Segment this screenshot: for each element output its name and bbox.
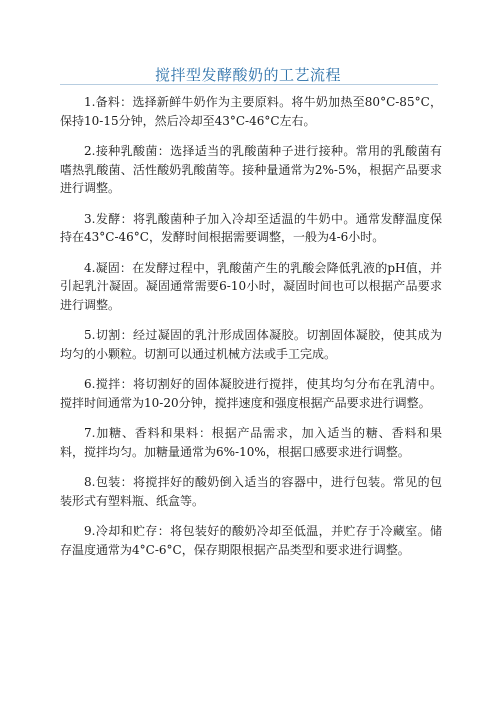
title-underline bbox=[60, 84, 438, 85]
paragraph-step-1: 1.备料：选择新鲜牛奶作为主要原料。将牛奶加热至80°C-85°C，保持10-15分钟，然后冷却至43°C-46°C左右。 bbox=[60, 95, 442, 128]
paragraph-step-7: 7.加糖、香料和果料：根据产品需求，加入适当的糖、香料和果料，搅拌均匀。加糖量通常为6%-10%，根据口感要求进行调整。 bbox=[60, 426, 442, 459]
paragraph-step-3: 3.发酵：将乳酸菌种子加入冷却至适温的牛奶中。通常发酵温度保持在43°C-46°C，发酵时间根据需要调整，一般为4-6小时。 bbox=[60, 211, 442, 244]
paragraph-step-4: 4.凝固：在发酵过程中，乳酸菌产生的乳酸会降低乳液的pH值，并引起乳汁凝固。凝固通常需要6-10小时，凝固时间也可以根据产品要求进行调整。 bbox=[60, 260, 442, 312]
paragraph-step-5: 5.切割：经过凝固的乳汁形成固体凝胶。切割固体凝胶，使其成为均匀的小颗粒。切割可以通过机械方法或手工完成。 bbox=[60, 328, 442, 361]
document-body bbox=[60, 93, 442, 571]
paragraph-step-8: 8.包装：将搅拌好的酸奶倒入适当的容器中，进行包装。常见的包装形式有塑料瓶、纸盒等。 bbox=[60, 475, 442, 508]
paragraph-step-6: 6.搅拌：将切割好的固体凝胶进行搅拌，使其均匀分布在乳清中。搅拌时间通常为10-20分钟，搅拌速度和强度根据产品要求进行调整。 bbox=[60, 377, 442, 410]
paragraph-step-2: 2.接种乳酸菌：选择适当的乳酸菌种子进行接种。常用的乳酸菌有嗜热乳酸菌、活性酸奶乳酸菌等。接种量通常为2%-5%，根据产品要求进行调整。 bbox=[60, 144, 442, 195]
paragraph-step-9: 9.冷却和贮存：将包装好的酸奶冷却至低温，并贮存于冷藏室。储存温度通常为4°C-6°C，保存期限根据产品类型和要求进行调整。 bbox=[60, 524, 442, 557]
document-title: 搅拌型发酵酸奶的工艺流程 bbox=[154, 66, 341, 84]
